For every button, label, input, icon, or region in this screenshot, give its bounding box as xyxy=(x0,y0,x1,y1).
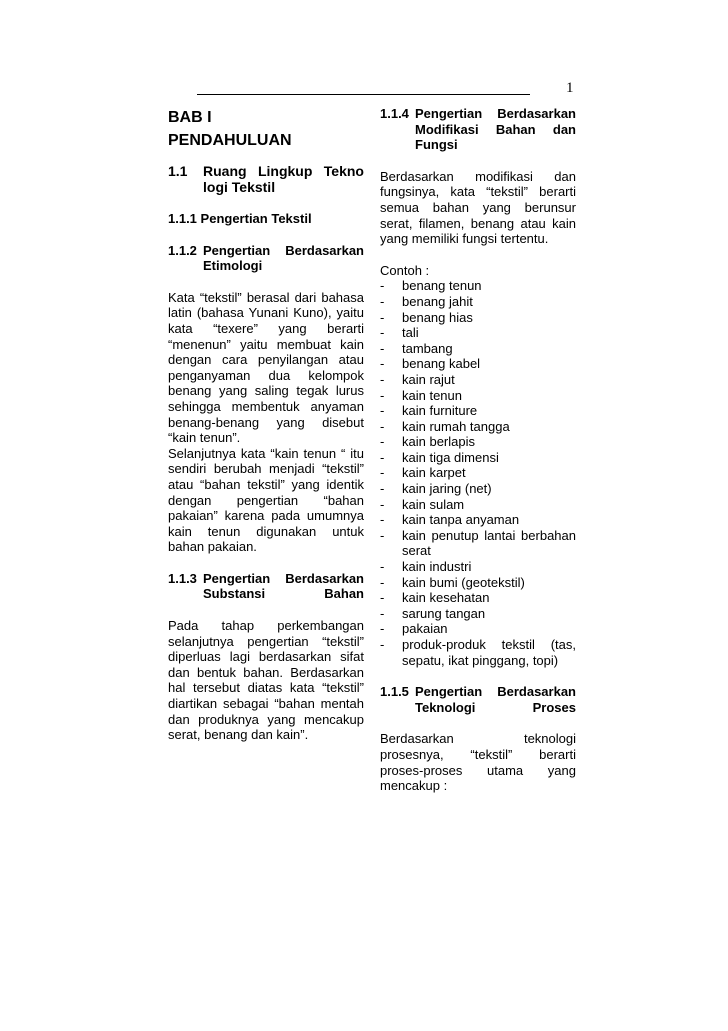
list-item xyxy=(380,388,576,404)
section-1-1-2-heading xyxy=(168,243,364,274)
list-item xyxy=(380,372,576,388)
dash-marker: - xyxy=(380,512,385,528)
section-1-1-heading xyxy=(168,163,364,195)
list-item xyxy=(380,419,576,435)
list-item xyxy=(380,356,576,372)
list-item-text: kain berlapis xyxy=(402,434,475,450)
list-item-text: benang kabel xyxy=(402,356,481,372)
section-1-1-4-heading xyxy=(380,106,576,153)
dash-marker: - xyxy=(380,527,385,543)
dash-marker: - xyxy=(380,605,385,621)
list-item xyxy=(380,294,576,310)
dash-marker: - xyxy=(380,637,385,652)
dash-marker: - xyxy=(380,356,385,372)
section-1-1-3-heading xyxy=(168,571,364,602)
list-item-text: kain tenun xyxy=(402,387,462,403)
dash-marker: - xyxy=(380,278,385,294)
paragraph-substansi: Pada tahap perkembangan selanjutnya pengertian “tekstil” diperluas lagi berdasarkan sifat dan bentuk bahan. Berdasarkan hal tersebut diatas kata “tekstil” diartikan sebagai “bahan mentah dan produknya yang mencakup serat, benang dan kain”. xyxy=(168,618,364,743)
chapter-title: PENDAHULUAN xyxy=(168,132,292,149)
header-rule xyxy=(197,94,530,95)
list-item xyxy=(380,575,576,591)
list-item-text: kain tiga dimensi xyxy=(402,449,499,465)
section-number: 1.1.3 xyxy=(168,570,197,586)
dash-marker: - xyxy=(380,481,385,497)
list-item-text: kain industri xyxy=(402,559,472,575)
dash-marker: - xyxy=(380,371,385,387)
list-item xyxy=(380,497,576,513)
list-item-text: kain kesehatan xyxy=(402,590,490,606)
section-number: 1.1.5 xyxy=(380,684,409,700)
list-item-text: tali xyxy=(402,325,419,341)
dash-marker: - xyxy=(380,418,385,434)
dash-marker: - xyxy=(380,403,385,419)
list-item-text: kain rumah tangga xyxy=(402,418,510,434)
list-item-text: pakaian xyxy=(402,621,448,637)
section-title: Ruang Lingkup Tekno logi Tekstil xyxy=(203,163,364,195)
section-title: Pengertian Berdasarkan Teknologi Proses xyxy=(415,684,576,715)
section-number: 1.1.2 xyxy=(168,242,197,258)
paragraph-modifikasi: Berdasarkan modifikasi dan fungsinya, kata “tekstil” berarti semua bahan yang berunsur serat, filamen, benang atau kain yang memiliki fungsi tertentu. xyxy=(380,168,576,247)
list-item xyxy=(380,325,576,341)
paragraph-etimologi: Kata “tekstil” berasal dari bahasa latin (bahasa Yunani Kuno), yaitu kata “texere” yang berarti “menenun” yaitu membuat kain dengan cara penyilangan atau penganyaman dua kelompok benang yang saling tegak lurus sehingga membentuk anyaman benang-benang yang disebut “kain tenun”. xyxy=(168,289,364,446)
list-item-text: benang hias xyxy=(402,309,473,325)
section-number: 1.1.1 xyxy=(168,211,197,226)
dash-marker: - xyxy=(380,465,385,481)
dash-marker: - xyxy=(380,574,385,590)
list-item xyxy=(380,528,576,559)
list-item-text: kain bumi (geotekstil) xyxy=(402,574,525,590)
list-item xyxy=(380,637,576,668)
section-1-1-5-heading xyxy=(380,684,576,715)
list-item-text: sarung tangan xyxy=(402,605,486,621)
list-item xyxy=(380,621,576,637)
list-item xyxy=(380,512,576,528)
section-title: Pengertian Berdasarkan Etimologi xyxy=(203,242,364,274)
list-item-text: tambang xyxy=(402,340,453,356)
page-number: 1 xyxy=(566,80,574,96)
list-item-text: kain furniture xyxy=(402,403,478,419)
dash-marker: - xyxy=(380,293,385,309)
dash-marker: - xyxy=(380,559,385,575)
list-item xyxy=(380,606,576,622)
list-item xyxy=(380,278,576,294)
list-item xyxy=(380,590,576,606)
section-number: 1.1 xyxy=(168,163,188,179)
example-list xyxy=(380,278,576,668)
chapter-number: BAB I xyxy=(168,109,212,126)
section-1-1-1-heading xyxy=(168,211,364,227)
list-item-text: kain penutup lantai berbahan serat xyxy=(402,527,576,559)
list-item-text: kain sulam xyxy=(402,496,465,512)
right-column xyxy=(380,106,576,794)
list-item xyxy=(380,481,576,497)
list-item xyxy=(380,450,576,466)
dash-marker: - xyxy=(380,496,385,512)
list-item-text: kain jaring (net) xyxy=(402,481,492,497)
list-item-text: produk-produk tekstil (tas, sepatu, ikat pinggang, topi) xyxy=(402,637,576,668)
list-item xyxy=(380,465,576,481)
section-number: 1.1.4 xyxy=(380,106,409,121)
paragraph-selanjutnya: Selanjutnya kata “kain tenun “ itu sendiri berubah menjadi “tekstil” atau “bahan tekstil” yang identik dengan pengertian “bahan pakaian” karena pada umumnya kain tenun digunakan untuk bahan pakaian. xyxy=(168,445,364,555)
paragraph-teknologi: Berdasarkan teknologi prosesnya, “tekstil” berarti proses-proses utama yang mencakup : xyxy=(380,731,576,794)
dash-marker: - xyxy=(380,590,385,606)
contoh-label: Contoh : xyxy=(380,262,430,278)
chapter-heading xyxy=(168,106,364,152)
dash-marker: - xyxy=(380,621,385,637)
section-title: Pengertian Tekstil xyxy=(200,211,312,226)
list-item-text: kain karpet xyxy=(402,465,466,481)
dash-marker: - xyxy=(380,340,385,356)
list-item-text: benang jahit xyxy=(402,293,473,309)
list-item-text: kain rajut xyxy=(402,371,455,387)
list-item xyxy=(380,559,576,575)
list-item xyxy=(380,434,576,450)
dash-marker: - xyxy=(380,434,385,450)
list-item xyxy=(380,341,576,357)
left-column xyxy=(168,106,364,743)
section-title: Pengertian Berdasarkan Modifikasi Bahan dan Fungsi xyxy=(415,106,576,153)
list-item xyxy=(380,310,576,326)
section-title: Pengertian Berdasarkan Substansi Bahan xyxy=(203,570,364,602)
dash-marker: - xyxy=(380,309,385,325)
list-item-text: kain tanpa anyaman xyxy=(402,512,520,528)
dash-marker: - xyxy=(380,449,385,465)
list-item-text: benang tenun xyxy=(402,278,482,294)
list-item xyxy=(380,403,576,419)
dash-marker: - xyxy=(380,325,385,341)
dash-marker: - xyxy=(380,387,385,403)
